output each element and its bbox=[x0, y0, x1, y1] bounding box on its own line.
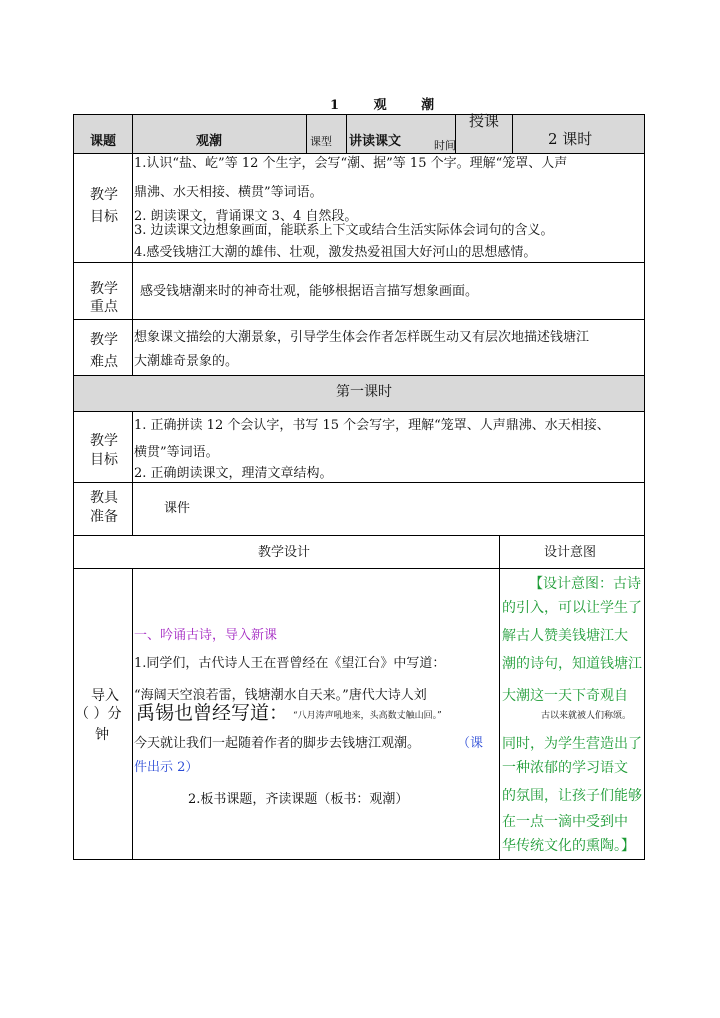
goals-line: 鼎沸、水天相接、横贯”等词语。 bbox=[134, 185, 323, 200]
table-line bbox=[73, 411, 645, 412]
table-line bbox=[73, 114, 645, 115]
table-line bbox=[73, 153, 645, 154]
table-line bbox=[132, 114, 133, 375]
table-line bbox=[73, 262, 645, 263]
intro-line-big: 禹锡也曾经写道： bbox=[136, 702, 289, 724]
time-label-2: 时间 bbox=[434, 139, 456, 152]
intent-header: 设计意图 bbox=[544, 545, 597, 560]
intent-line: 解古人赞美钱塘江大 bbox=[502, 628, 628, 644]
lesson-goals-line: 横贯”等词语。 bbox=[134, 445, 219, 460]
intro-label-3: 钟 bbox=[95, 727, 109, 743]
design-header: 教学设计 bbox=[258, 545, 311, 560]
intent-line: 在一点一滴中受到中 bbox=[502, 814, 628, 830]
intro-line: 2.板书课题，齐读课题（板书：观潮） bbox=[188, 792, 409, 807]
goals-label-1: 教学 bbox=[90, 187, 118, 203]
lesson-goals-label-1: 教学 bbox=[90, 433, 118, 449]
intro-label-2: （ ）分 bbox=[75, 706, 122, 722]
goals-line: 3. 边读课文边想象画面，能联系上下文或结合生活实际体会词句的含义。 bbox=[134, 223, 554, 238]
difficulty-line: 大潮雄奇景象的。 bbox=[134, 354, 239, 369]
intent-line: 一种浓郁的学习语文 bbox=[502, 760, 628, 776]
tools-label-1: 教具 bbox=[90, 490, 118, 506]
table-line bbox=[73, 319, 645, 320]
key-point-label-1: 教学 bbox=[90, 281, 118, 297]
tools-text: 课件 bbox=[164, 501, 191, 516]
intro-line: 1.同学们，古代诗人王在晋曾经在《望江台》中写道： bbox=[134, 656, 446, 671]
table-line bbox=[73, 375, 645, 376]
table-line bbox=[132, 568, 133, 860]
intent-line: 同时，为学生营造出了 bbox=[502, 736, 642, 752]
topic-label: 课题 bbox=[90, 134, 117, 149]
tools-label-2: 准备 bbox=[90, 509, 118, 525]
intent-line: 潮的诗句，知道钱塘江 bbox=[502, 656, 642, 672]
table-line bbox=[73, 482, 645, 483]
page-title: 1 观 潮 bbox=[330, 98, 436, 113]
hours-value: 2 课时 bbox=[548, 130, 593, 148]
type-value: 讲读课文 bbox=[349, 134, 402, 149]
difficulty-line: 想象课文描绘的大潮景象，引导学生体会作者怎样既生动又有层次地描述钱塘江 bbox=[134, 330, 590, 345]
intent-line: 【设计意图：古诗 bbox=[529, 576, 641, 592]
lesson-goals-line: 2. 正确朗读课文，理清文章结构。 bbox=[134, 466, 333, 481]
topic-value: 观潮 bbox=[196, 134, 223, 149]
intent-line: 华传统文化的熏陶。】 bbox=[502, 838, 635, 854]
table-line bbox=[73, 568, 645, 569]
section-title: 一、吟诵古诗，导入新课 bbox=[134, 628, 278, 643]
lesson-title: 第一课时 bbox=[336, 384, 392, 400]
courseware-ref: 件出示 2） bbox=[134, 760, 199, 775]
goals-line: 4.感受钱塘江大潮的雄伟、壮观，激发热爱祖国大好河山的思想感情。 bbox=[134, 245, 537, 260]
type-label: 课型 bbox=[310, 135, 332, 148]
goals-line: 1.认识“盐、屹”等 12 个生字，会写“潮、据”等 15 个字。理解“笼罩、人声 bbox=[134, 156, 568, 171]
intent-line: 的引入，可以让学生了 bbox=[502, 600, 642, 616]
difficulty-label-2: 难点 bbox=[90, 354, 118, 370]
intro-line: 今天就让我们一起随着作者的脚步去钱塘江观潮。 bbox=[134, 736, 421, 751]
time-label-1: 授课 bbox=[469, 112, 500, 130]
intent-line: 大潮这一天下奇观自 bbox=[502, 688, 628, 704]
goals-label-2: 目标 bbox=[90, 209, 118, 225]
table-line bbox=[73, 535, 645, 536]
key-point-text: 感受钱塘潮来时的神奇壮观，能够根据语言描写想象画面。 bbox=[140, 284, 479, 299]
table-line bbox=[644, 114, 645, 860]
intro-line-small: “八月涛声吼地来，头高数丈触山回。” bbox=[293, 711, 442, 721]
intro-line-tail: 古以来就被人们称颂。 bbox=[541, 711, 632, 721]
intro-line: “海阔天空浪若雷，钱塘潮水自天来。”唐代大诗人刘 bbox=[134, 688, 427, 703]
table-line bbox=[346, 114, 347, 153]
intent-line: 的氛围，让孩子们能够 bbox=[502, 788, 642, 804]
key-point-label-2: 重点 bbox=[90, 299, 118, 315]
table-line bbox=[132, 411, 133, 535]
table-line bbox=[73, 114, 74, 860]
lesson-goals-label-2: 目标 bbox=[90, 452, 118, 468]
difficulty-label-1: 教学 bbox=[90, 332, 118, 348]
table-line bbox=[512, 114, 513, 153]
intro-label-1: 导入 bbox=[91, 688, 119, 704]
table-line bbox=[306, 114, 307, 153]
goals-line: 2. 朗读课文，背诵课文 3、4 自然段。 bbox=[134, 209, 358, 224]
lesson-goals-line: 1. 正确拼读 12 个会认字，书写 15 个会写字，理解“笼罩、人声鼎沸、水天相接、 bbox=[134, 418, 610, 433]
table-line bbox=[499, 535, 500, 860]
table-line bbox=[73, 859, 645, 860]
courseware-ref: （课 bbox=[457, 736, 484, 751]
